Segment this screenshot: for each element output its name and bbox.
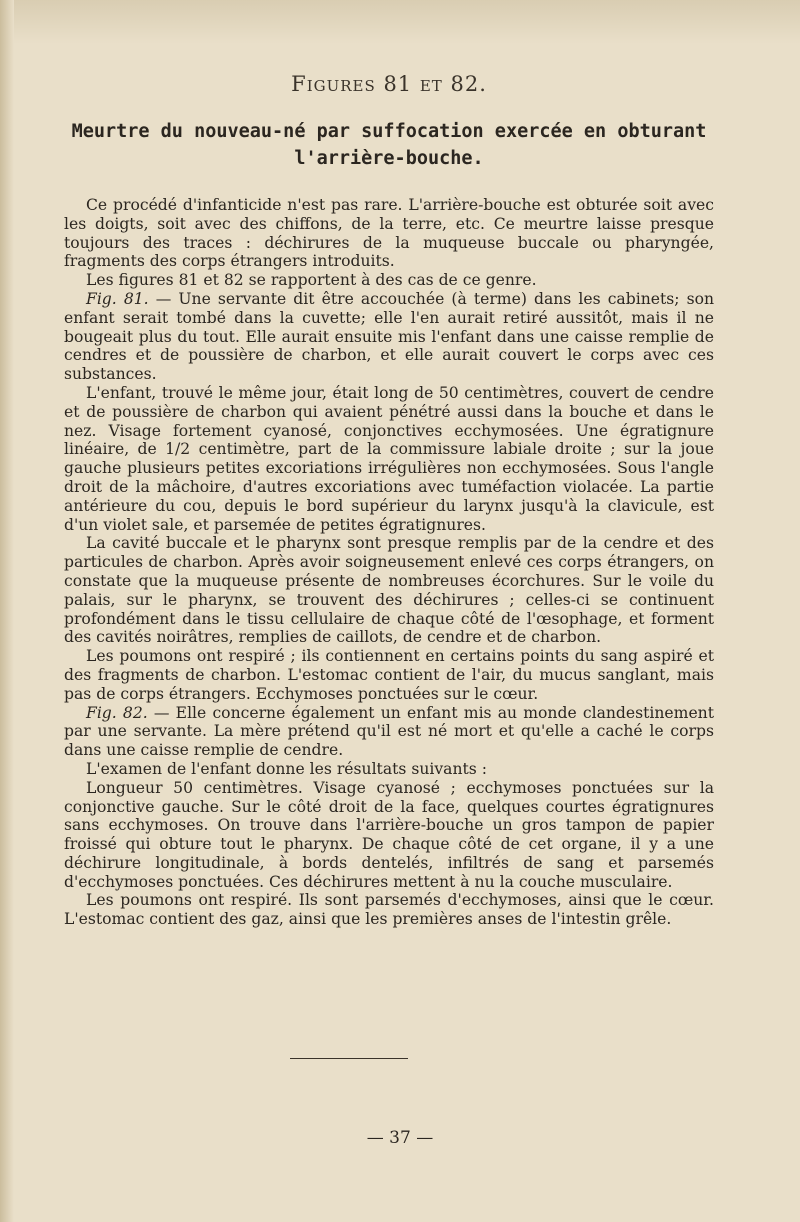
fig81-text: — Une servante dit être accouchée (à terme) dans les cabinets; son enfant serait tombé dans la cuvette; elle l'en aurait retiré aussitôt, mais il ne bougeait plus du tout. Elle aurait ensuite mis l'enfant dans une caisse remplie de cendres et de poussière de charbon, et elle aurait couvert le corps avec ces substances. (64, 289, 714, 384)
paragraph-examen: L'examen de l'enfant donne les résultats suivants : (86, 759, 488, 778)
section-title: Meurtre du nouveau-né par suffocation exercée en obturant l'arrière-bouche. (71, 121, 707, 169)
page-number: — 37 — (366, 1128, 434, 1148)
page-top-edge (0, 0, 800, 44)
fig81-label: Fig. 81. (86, 289, 149, 308)
paragraph-longueur: Longueur 50 centimètres. Visage cyanosé ; ecchymoses ponctuées sur la conjonctive gauche. Sur le côté droit de la face, quelques courtes égratignures sans ecchymoses. On trouve dans l'arrière-bouche un gros tampon de papier froissé qui obture tout le pharynx. De chaque côté de cet organe, il y a une déchirure longitudinale, à bords dentelés, infiltrés de sang et parsemés d'ecchymoses ponctuées. Ces déchirures mettent à nu la couche musculaire. (64, 778, 714, 891)
page-content (64, 72, 714, 929)
paragraph-cavite: La cavité buccale et le pharynx sont presque remplis par de la cendre et des particules de charbon. Après avoir soigneusement enlevé ces corps étrangers, on constate que la muqueuse présente de nombreuses écorchures. Sur le voile du palais, sur le pharynx, se trouvent des déchirures ; celles-ci se continuent profondément dans le tissu cellulaire de chaque côté de l'œsophage, et forment des cavités noirâtres, remplies de caillots, de cendre et de charbon. (64, 534, 714, 647)
paragraph-fig82 (64, 704, 714, 760)
paragraph-poumons-2: Les poumons ont respiré. Ils sont parsemés d'ecchymoses, ainsi que le cœur. L'estomac contient des gaz, ainsi que les premières anses de l'intestin grêle. (64, 891, 714, 929)
fig82-label: Fig. 82. (86, 703, 148, 722)
paragraph-poumons-1: Les poumons ont respiré ; ils contiennent en certains points du sang aspiré et des fragments de charbon. L'estomac contient de l'air, du mucus sanglant, mais pas de corps étrangers. Ecchymoses ponctuées sur le cœur. (64, 647, 714, 703)
fig82-text: — Elle concerne également un enfant mis au monde clandestinement par une servante. La mère prétend qu'il est né mort et qu'elle a caché le corps dans une caisse remplie de cendre. (64, 703, 714, 760)
paragraph-enfant: L'enfant, trouvé le même jour, était long de 50 centimètres, couvert de cendre et de poussière de charbon qui avaient pénétré aussi dans la bouche et dans le nez. Visage fortement cyanosé, conjonctives ecchymosées. Une égratignure linéaire, de 1/2 centimètre, part de la commissure labiale droite ; sur la joue gauche plusieurs petites excoriations irrégulières non ecchymosées. Sous l'angle droit de la mâchoire, d'autres excoriations avec tuméfaction violacée. La partie antérieure du cou, depuis le bord supérieur du larynx jusqu'à la clavicule, est d'un violet sale, et parsemée de petites égratignures. (64, 383, 714, 534)
divider-rule (290, 1058, 408, 1059)
paragraph-intro: Ce procédé d'infanticide n'est pas rare. L'arrière-bouche est obturée soit avec les doigts, soit avec des chiffons, de la terre, etc. Ce meurtre laisse presque toujours des traces : déchirures de la muqueuse buccale ou pharyngée, fragments des corps étrangers introduits. (64, 196, 714, 271)
running-header: Figures 81 et 82. (291, 72, 487, 96)
paragraph-figures-ref: Les figures 81 et 82 se rapportent à des cas de ce genre. (86, 271, 537, 290)
body-text (64, 196, 714, 929)
paragraph-fig81 (64, 290, 714, 384)
page-left-edge (0, 0, 14, 1222)
